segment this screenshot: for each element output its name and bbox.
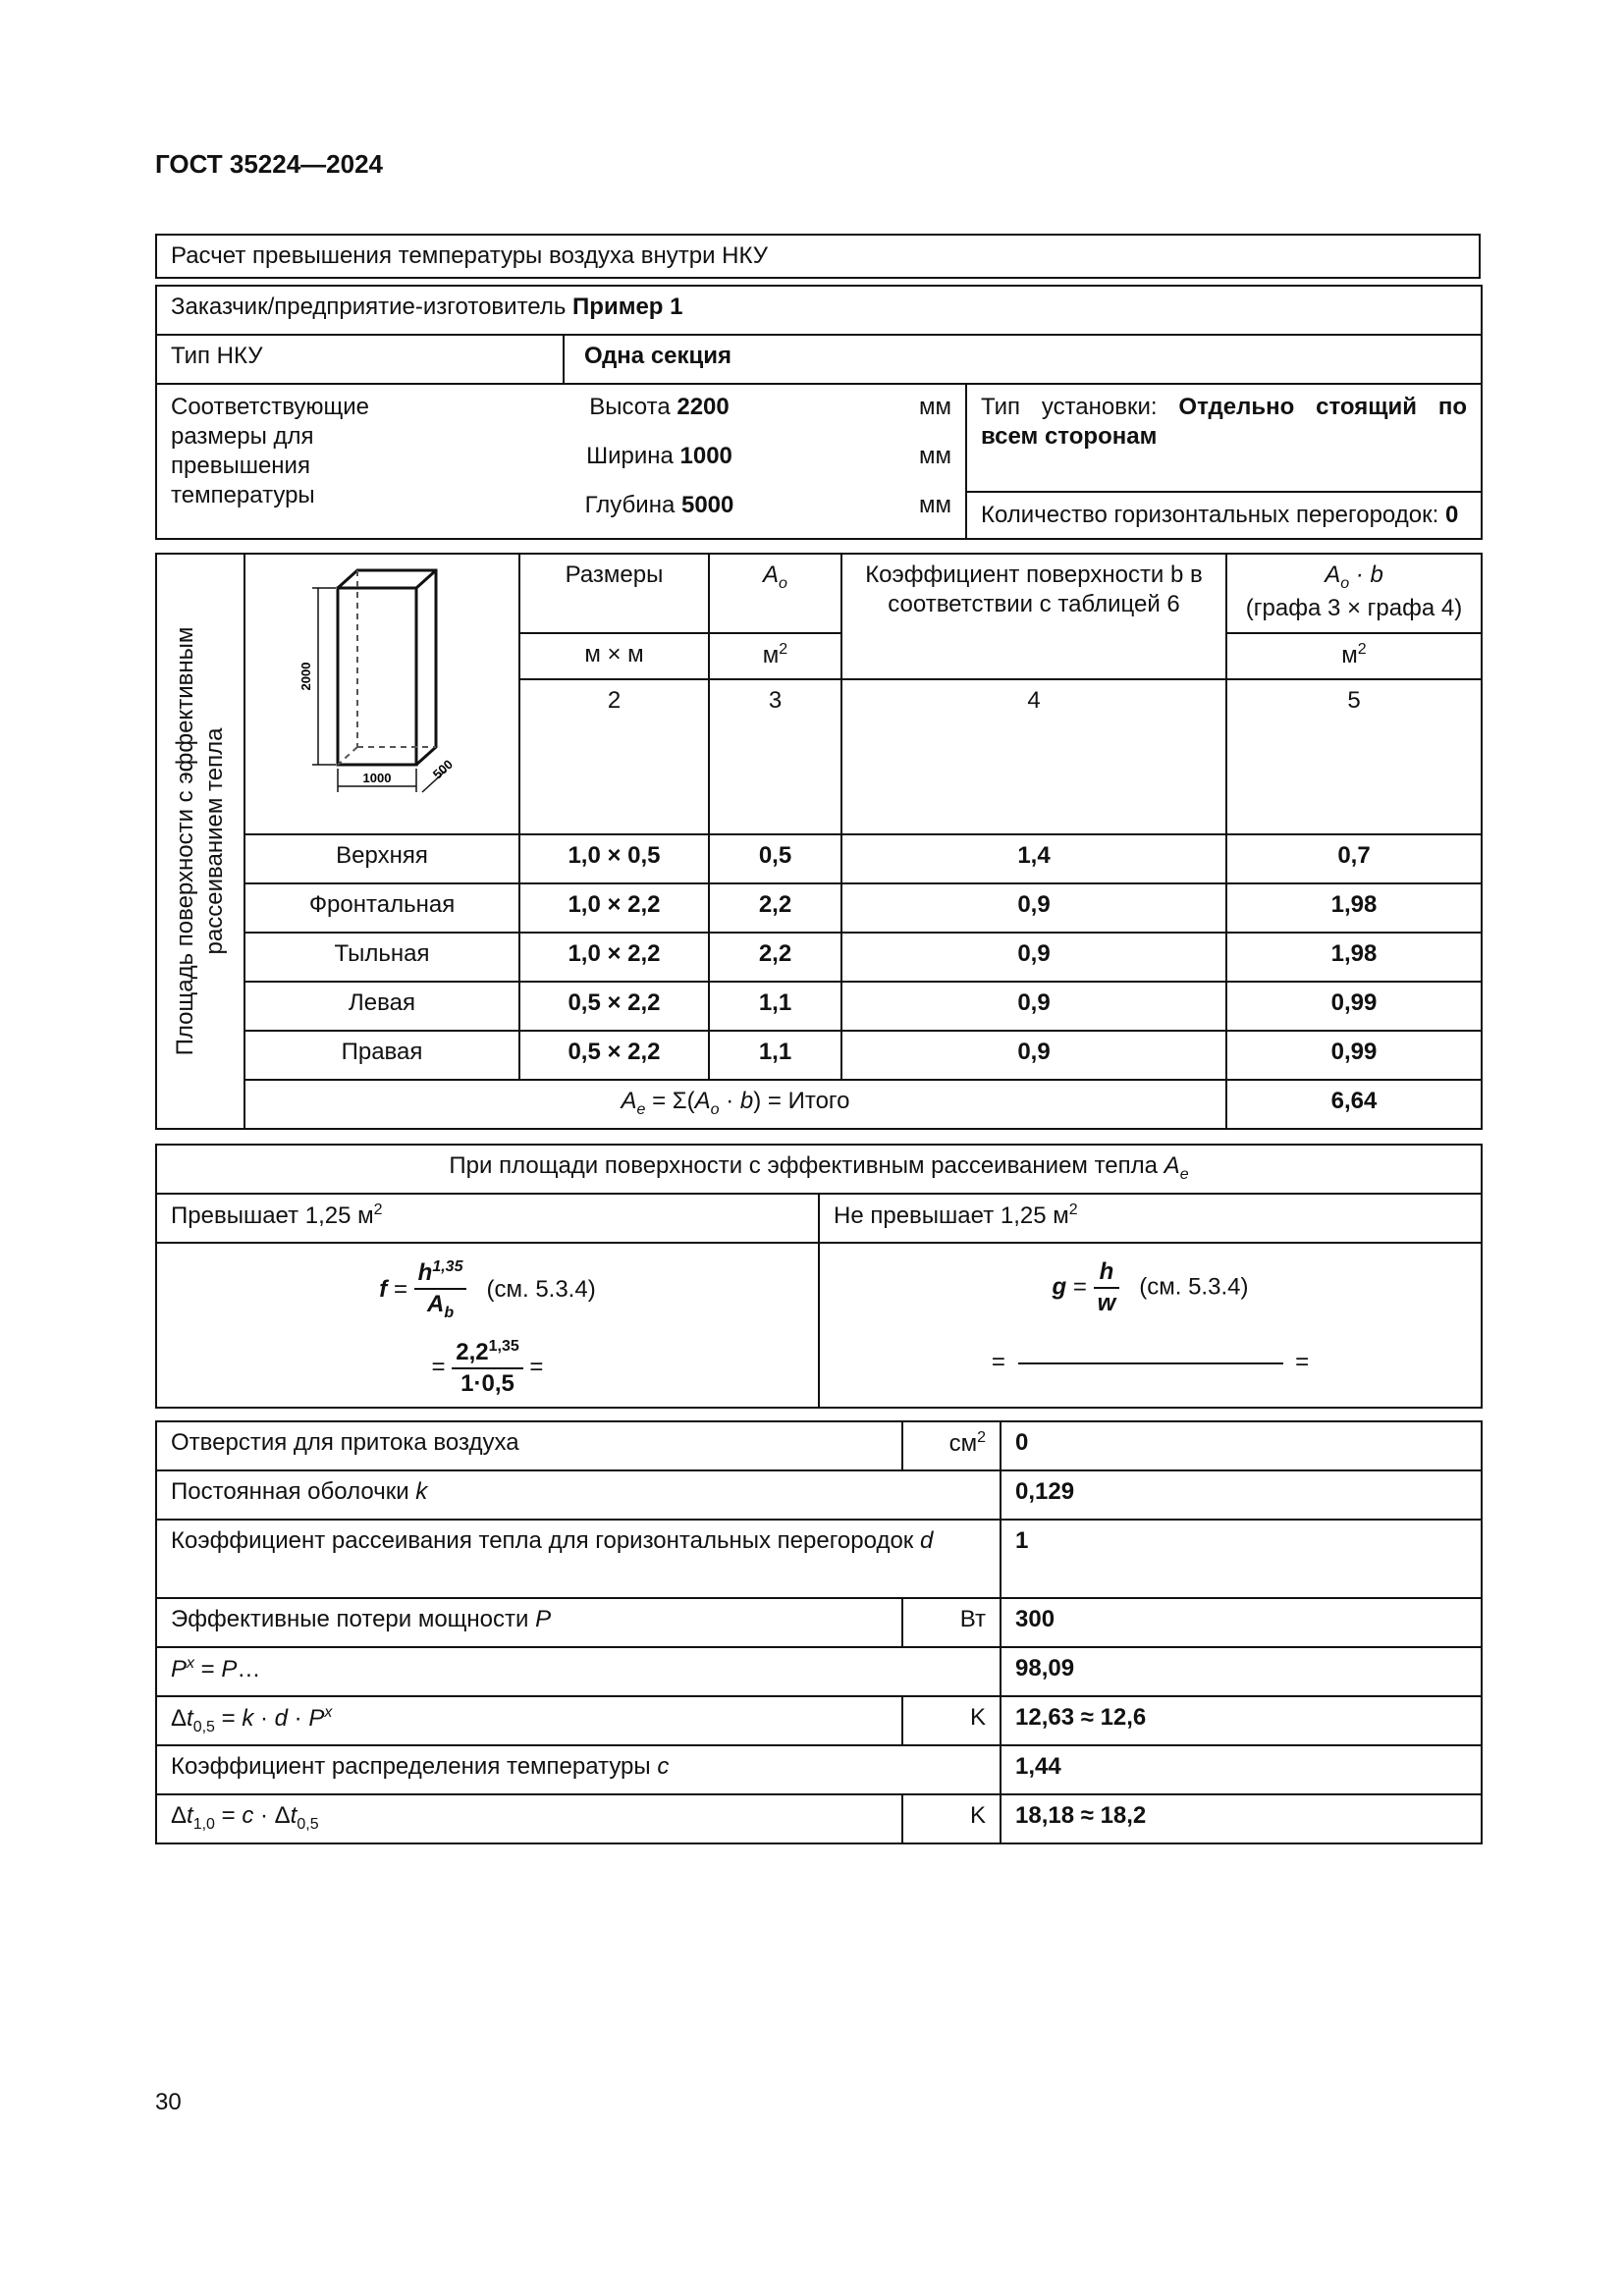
dims-label: Соответствующие размеры для превышения температуры xyxy=(171,394,369,508)
customer-value: Пример 1 xyxy=(572,294,683,320)
area-condition-table xyxy=(155,1144,1483,1409)
customer-cell xyxy=(156,286,1482,335)
table-row: Левая 0,5 × 2,2 1,1 0,9 0,99 xyxy=(156,982,1482,1031)
height-unit: мм xyxy=(919,394,951,420)
unit-aob: $м^2$ xyxy=(1226,633,1482,679)
type-label: Тип НКУ xyxy=(156,335,564,384)
table-row: Коэффициент распределения температуры c 1,44 xyxy=(156,1745,1482,1794)
figure-width-label: 1000 xyxy=(362,771,392,785)
dims-cell xyxy=(156,384,966,539)
install-block xyxy=(967,385,1481,493)
enclosure-figure xyxy=(249,559,516,822)
height-value: 2200 xyxy=(677,394,730,420)
width-value: 1000 xyxy=(679,443,732,469)
surface-table xyxy=(155,553,1483,1130)
table-row: $P^x$ = P… 98,09 xyxy=(156,1647,1482,1696)
table-row: Правая 0,5 × 2,2 1,1 0,9 0,99 xyxy=(156,1031,1482,1080)
table-row: Фронтальная 1,0 × 2,2 2,2 0,9 1,98 xyxy=(156,883,1482,933)
f-substitution: = $\frac{2,2^{1,35}}{1\cdot 0,5}$ = xyxy=(431,1337,544,1397)
table-row: Коэффициент рассеивания тепла для горизонтальных перегородок d 1 xyxy=(156,1520,1482,1598)
depth-row xyxy=(406,491,951,520)
total-label: $A_e = \Sigma(A_o \cdot b)$ = Итого xyxy=(244,1080,1226,1129)
g-formula-cell xyxy=(819,1243,1482,1408)
height-label: Высота xyxy=(589,394,671,420)
surface-side-label-cell xyxy=(156,554,244,1129)
figure-depth-label: 500 xyxy=(429,756,457,782)
depth-value: 5000 xyxy=(680,492,734,518)
table-row: $\Delta t_{1,0} = c \cdot \Delta t_{0,5}$ K 18,18 ≈ 18,2 xyxy=(156,1794,1482,1843)
table-row: $\Delta t_{0,5} = k \cdot d \cdot P^x$ K 12,63 ≈ 12,6 xyxy=(156,1696,1482,1745)
exceeds-label: Превышает 1,25 $м^2$ xyxy=(156,1194,819,1243)
width-unit: мм xyxy=(919,443,951,469)
figure-height-label: 2000 xyxy=(298,662,313,691)
col-num-2: 2 xyxy=(519,679,709,834)
calc-title-table xyxy=(155,234,1481,279)
page-number: 30 xyxy=(155,2089,182,2115)
area-header: При площади поверхности с эффективным рассеиванием тепла $A_e$ xyxy=(156,1145,1482,1194)
partitions-block xyxy=(967,493,1481,538)
enclosure-figure-cell xyxy=(244,554,519,834)
install-cell xyxy=(966,384,1482,539)
col-coef-header: Коэффициент поверхности b в соответствии с таблицей 6 xyxy=(841,554,1226,679)
depth-label: Глубина xyxy=(584,492,676,518)
depth-unit: мм xyxy=(919,492,951,518)
col-num-4: 4 xyxy=(841,679,1226,834)
g-formula: g = $\frac{h}{w}$ (см. 5.3.4) xyxy=(1052,1258,1249,1316)
table-row: Эффективные потери мощности P Вт 300 xyxy=(156,1598,1482,1647)
total-value: 6,64 xyxy=(1226,1080,1482,1129)
parameters-table xyxy=(155,1420,1483,1844)
width-row xyxy=(406,442,951,471)
install-label: Тип установки: xyxy=(981,394,1158,420)
table-row: Постоянная оболочки k 0,129 xyxy=(156,1470,1482,1520)
type-value: Одна секция xyxy=(564,335,1482,384)
calc-title: Расчет превышения температуры воздуха внутри НКУ xyxy=(156,235,1480,278)
unit-dims: м × м xyxy=(519,633,709,679)
g-substitution: = = xyxy=(991,1349,1310,1375)
table-row: Верхняя 1,0 × 0,5 0,5 1,4 0,7 xyxy=(156,834,1482,883)
table-row: Тыльная 1,0 × 2,2 2,2 0,9 1,98 xyxy=(156,933,1482,982)
install-value: Отдельно стоящий по всем сторонам xyxy=(981,394,1467,450)
customer-label: Заказчик/предприятие-изготовитель xyxy=(171,294,567,320)
col-dims-header: Размеры xyxy=(519,554,709,633)
width-label: Ширина xyxy=(586,443,674,469)
col-num-3: 3 xyxy=(709,679,841,834)
not-exceeds-label: Не превышает 1,25 $м^2$ xyxy=(819,1194,1482,1243)
unit-ao: $м^2$ xyxy=(709,633,841,679)
col-ao-header: $A_o$ xyxy=(709,554,841,633)
height-row xyxy=(406,393,951,422)
surface-side-label: Площадь поверхности с эффективным рассеиванием тепла xyxy=(172,626,228,1056)
f-formula: f = $\frac{h^{1,35}}{A_b}$ (см. 5.3.4) xyxy=(379,1258,596,1321)
partitions-value: 0 xyxy=(1444,502,1459,528)
col-num-5: 5 xyxy=(1226,679,1482,834)
col-aob-header: $A_o \cdot b$ (графа 3 × графа 4) xyxy=(1226,554,1482,633)
table-row: Отверстия для притока воздуха $см^2$ 0 xyxy=(156,1421,1482,1470)
f-formula-cell xyxy=(156,1243,819,1408)
partitions-label: Количество горизонтальных перегородок: xyxy=(981,502,1439,528)
document-title: ГОСТ 35224—2024 xyxy=(155,149,383,179)
info-table xyxy=(155,285,1483,540)
